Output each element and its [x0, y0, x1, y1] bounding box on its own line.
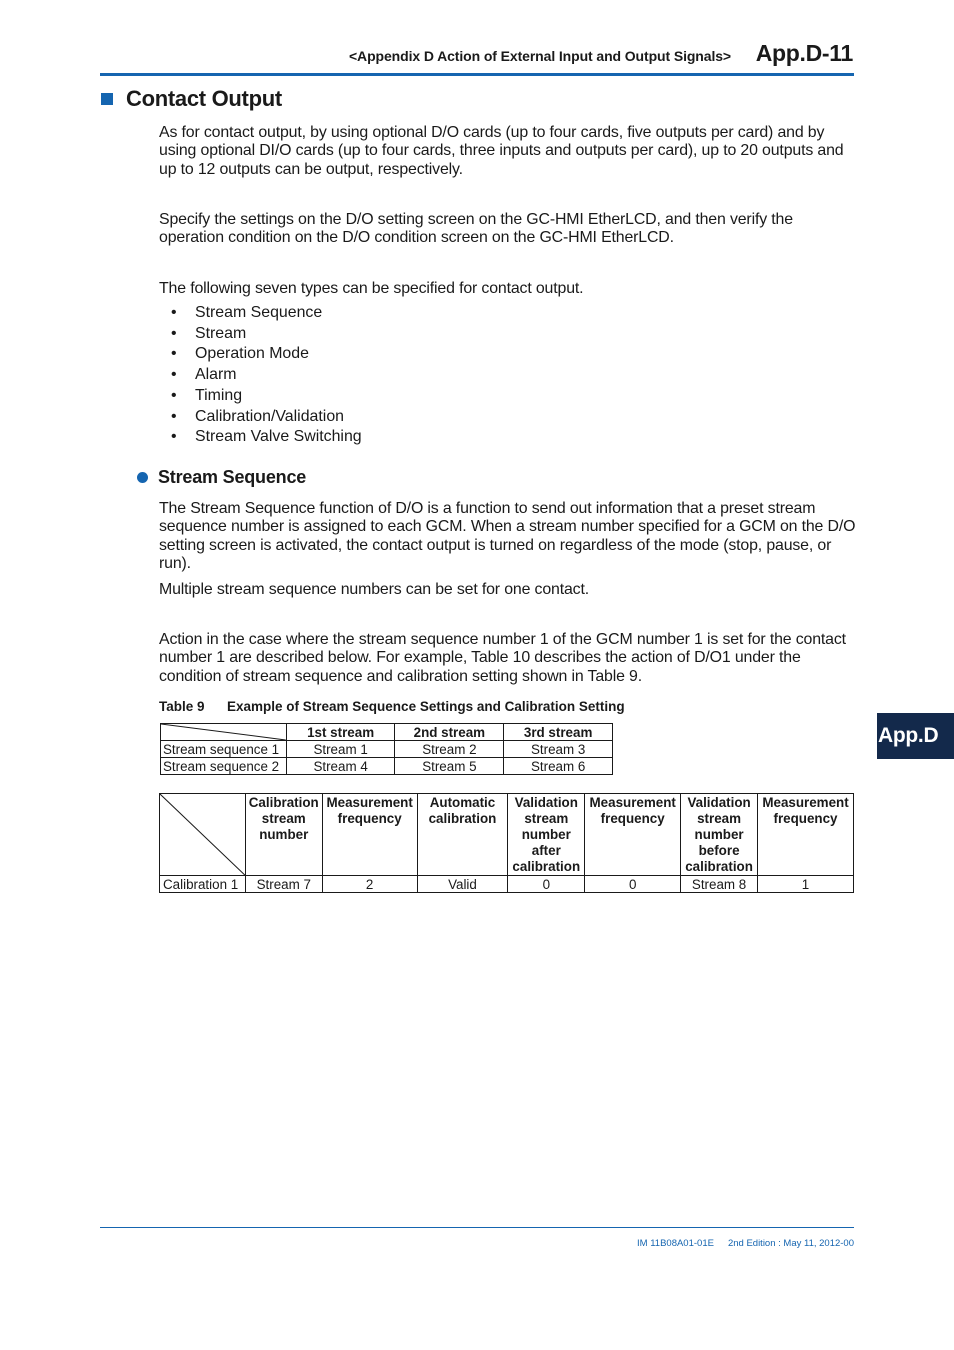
table-cell: 1 [758, 876, 854, 893]
table-header-cell: Validation stream number before calibration [681, 794, 758, 876]
table-cell: Stream 3 [504, 741, 613, 758]
table-caption-text: Example of Stream Sequence Settings and Calibration Setting [227, 699, 625, 714]
table-header-cell: Measurement frequency [322, 794, 417, 876]
table-header-cell: 2nd stream [395, 724, 504, 741]
table-corner-cell [161, 724, 287, 741]
table-cell: Stream 7 [245, 876, 322, 893]
table-cell: 2 [322, 876, 417, 893]
table-cell: Stream 8 [681, 876, 758, 893]
table-caption [159, 699, 625, 714]
list-item: • Calibration/Validation [159, 407, 362, 428]
bullet-dot-icon: • [171, 324, 177, 342]
appendix-side-tab: App.D [877, 713, 954, 759]
table-row [160, 876, 854, 893]
table-header-cell: Measurement frequency [758, 794, 854, 876]
contact-output-types-list [159, 303, 362, 448]
page-number: App.D-11 [755, 40, 853, 66]
intro-paragraph: As for contact output, by using optional D/O cards (up to four cards, five outputs per card) and by using optional DI/O cards (up to four cards, three inputs and outputs per card), up to 20 outputs and up to 12 outputs can be output, respectively. [159, 124, 844, 178]
square-bullet-icon [101, 93, 113, 105]
circle-bullet-icon [137, 472, 148, 483]
chapter-header: <Appendix D Action of External Input and Output Signals> [348, 48, 731, 64]
table-cell: 0 [508, 876, 585, 893]
table-cell: Stream 6 [504, 758, 613, 775]
list-item: • Stream Valve Switching [159, 427, 362, 448]
table-cell: Valid [417, 876, 508, 893]
section-title: Contact Output [126, 86, 282, 111]
table-corner-cell [160, 794, 246, 876]
calibration-setting-table [159, 793, 854, 893]
list-item: • Timing [159, 386, 362, 407]
diagonal-line-icon [160, 794, 245, 875]
settings-paragraph: Specify the settings on the D/O setting screen on the GC-HMI EtherLCD, and then verify the operation condition on the D/O condition screen on the GC-HMI EtherLCD. [159, 211, 793, 247]
table-header-cell: Calibration stream number [245, 794, 322, 876]
list-item: • Stream Sequence [159, 303, 362, 324]
stream-sequence-paragraph-1: The Stream Sequence function of D/O is a function to send out information that a preset stream sequence number is assigned to each GCM. When a stream number specified for a GCM on the D/O setting screen is activated, the contact output is turned on regardless of the mode (stop, pause, or run). [159, 500, 856, 573]
table-header-row [161, 724, 613, 741]
list-item: • Alarm [159, 365, 362, 386]
table-header-cell: Automatic calibration [417, 794, 508, 876]
table-row [161, 758, 613, 775]
subsection-heading [137, 467, 306, 488]
section-heading [100, 86, 282, 112]
list-item: • Operation Mode [159, 344, 362, 365]
table-number: Table 9 [159, 699, 205, 714]
table-cell: Stream 4 [286, 758, 395, 775]
stream-sequence-paragraph-3: Action in the case where the stream sequence number 1 of the GCM number 1 is set for the contact number 1 are described below. For example, Table 10 describes the action of D/O1 under the condition of stream sequence and calibration setting shown in Table 9. [159, 631, 846, 685]
bullet-dot-icon: • [171, 407, 177, 425]
table-row-label: Stream sequence 2 [161, 758, 287, 775]
table-header-cell: Measurement frequency [585, 794, 681, 876]
stream-sequence-table [160, 723, 613, 775]
bullet-dot-icon: • [171, 428, 177, 446]
subsection-title: Stream Sequence [158, 467, 307, 487]
list-item: • Stream [159, 324, 362, 345]
footer [637, 1238, 854, 1249]
edition-info: 2nd Edition : May 11, 2012-00 [727, 1238, 854, 1249]
document-id: IM 11B08A01-01E [637, 1238, 714, 1249]
table-row [161, 741, 613, 758]
table-header-row [160, 794, 854, 876]
table-header-cell: 1st stream [286, 724, 395, 741]
bullet-dot-icon: • [171, 386, 177, 404]
table-cell: Stream 2 [395, 741, 504, 758]
types-intro-paragraph: The following seven types can be specified for contact output. [159, 280, 584, 297]
header-rule [100, 73, 854, 76]
stream-sequence-paragraph-2: Multiple stream sequence numbers can be set for one contact. [159, 581, 589, 598]
diagonal-line-icon [161, 724, 286, 740]
bullet-dot-icon: • [171, 345, 177, 363]
table-header-cell: 3rd stream [504, 724, 613, 741]
table-header-cell: Validation stream number after calibration [508, 794, 585, 876]
bullet-dot-icon: • [171, 304, 177, 321]
table-cell: 0 [585, 876, 681, 893]
table-row-label: Stream sequence 1 [161, 741, 287, 758]
table-row-label: Calibration 1 [160, 876, 246, 893]
table-cell: Stream 1 [286, 741, 395, 758]
footer-rule [100, 1227, 854, 1228]
table-cell: Stream 5 [395, 758, 504, 775]
bullet-dot-icon: • [171, 366, 177, 384]
